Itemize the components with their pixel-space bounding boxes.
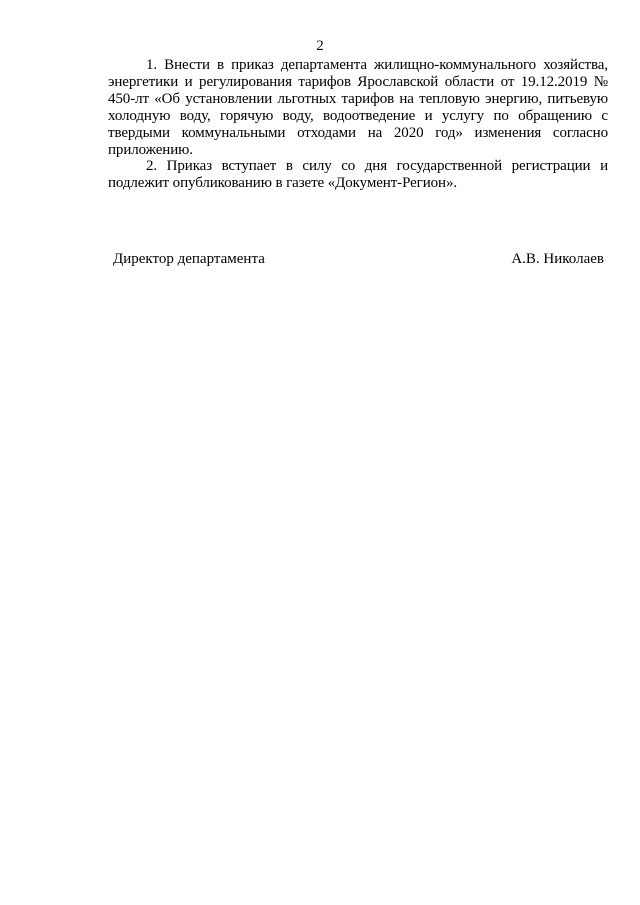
page-number: 2 <box>316 38 324 54</box>
paragraph-2: 2. Приказ вступает в силу со дня государственной регистрации и подлежит опубликованию в газете «Документ-Регион». <box>108 158 608 192</box>
signatory-name: А.В. Николаев <box>511 251 604 267</box>
document-body <box>108 57 608 192</box>
paragraph-1: 1. Внести в приказ департамента жилищно-коммунального хозяйства, энергетики и регулирования тарифов Ярославской области от 19.12.2019 № 450-лт «Об установлении льготных тарифов на тепловую энергию, питьевую холодную воду, горячую воду, водоотведение и услугу по обращению с твердыми коммунальными отходами на 2020 год» изменения согласно приложению. <box>108 57 608 158</box>
signature-block <box>113 250 604 268</box>
signatory-position: Директор департамента <box>113 251 265 267</box>
